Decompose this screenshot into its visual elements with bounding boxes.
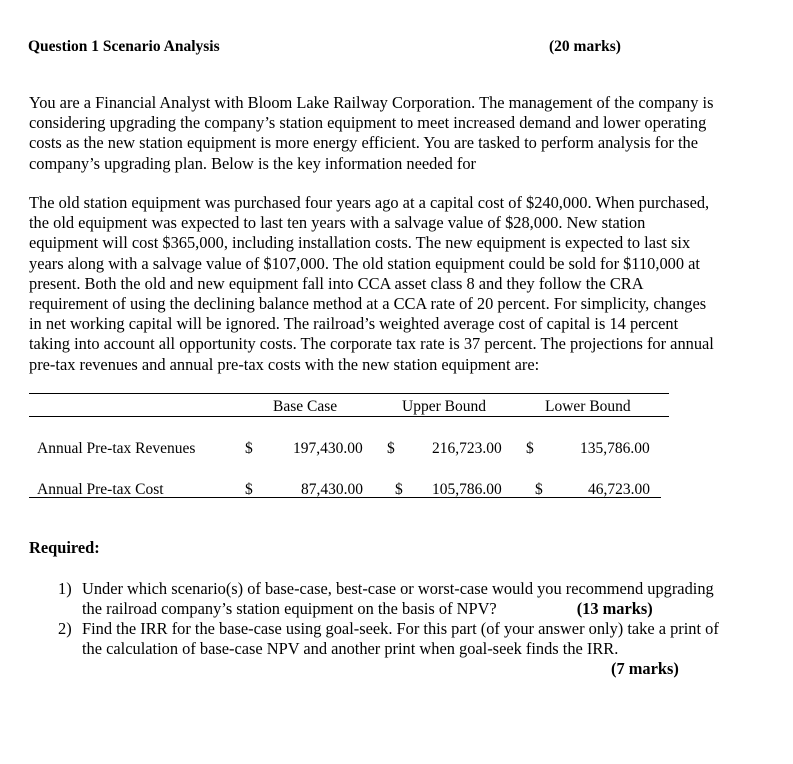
item-marks: (13 marks) [576, 599, 653, 619]
item-line: Find the IRR for the base-case using goal-seek. For this part (of your answer only) take a print of [82, 619, 719, 638]
currency-symbol: $ [526, 440, 534, 457]
item-text [82, 579, 714, 619]
currency-symbol: $ [245, 481, 253, 498]
item-line: the calculation of base-case NPV and another print when goal-seek finds the IRR. [82, 639, 619, 659]
item-text [82, 619, 719, 659]
details-line: equipment will cost $365,000, including installation costs. The new equipment is expected to last six [29, 233, 691, 253]
total-marks: (20 marks) [549, 38, 621, 55]
currency-symbol: $ [387, 440, 395, 457]
currency-symbol: $ [395, 481, 403, 498]
scenario-table [29, 393, 669, 498]
intro-line: costs as the new station equipment is more energy efficient. You are tasked to perform analysis for the [29, 133, 698, 153]
details-line: present. Both the old and new equipment fall into CCA asset class 8 and they follow the CRA [29, 273, 644, 293]
details-line: the old equipment was expected to last ten years with a salvage value of $28,000. New station [29, 213, 646, 233]
revenues-lower: 135,786.00 [580, 440, 650, 457]
revenues-base: 197,430.00 [293, 440, 363, 457]
row-label-revenues: Annual Pre-tax Revenues [37, 440, 196, 457]
table-top-rule [29, 393, 669, 394]
revenues-upper: 216,723.00 [432, 440, 502, 457]
cost-base: 87,430.00 [301, 481, 363, 498]
row-label-cost: Annual Pre-tax Cost [37, 481, 164, 498]
cost-lower: 46,723.00 [588, 481, 650, 498]
item-line: the railroad company’s station equipment on the basis of NPV? [82, 599, 497, 619]
details-line: requirement of using the declining balance method at a CCA rate of 20 percent. For simplicity, changes [29, 294, 707, 314]
item-number: 1) [58, 579, 72, 598]
intro-line: You are a Financial Analyst with Bloom Lake Railway Corporation. The management of the company is [29, 93, 714, 112]
question-title: Question 1 Scenario Analysis [28, 38, 220, 55]
details-line: in net working capital will be ignored. The railroad’s weighted average cost of capital is 14 percent [29, 314, 679, 334]
item-line-with-marks [82, 599, 714, 619]
cost-upper: 105,786.00 [432, 481, 502, 498]
item-marks: (7 marks) [611, 659, 679, 678]
details-line: pre-tax revenues and annual pre-tax costs with the new station equipment are: [29, 354, 540, 374]
item-number: 2) [58, 619, 72, 638]
required-heading: Required: [29, 538, 100, 557]
currency-symbol: $ [245, 440, 253, 457]
table-header-rule [29, 416, 669, 417]
intro-paragraph [29, 93, 713, 174]
intro-line: company’s upgrading plan. Below is the key information needed for [29, 153, 476, 173]
header-base-case: Base Case [273, 398, 338, 415]
details-line: The old station equipment was purchased four years ago at a capital cost of $240,000. When purchased, [29, 193, 710, 212]
details-line: taking into account all opportunity costs. The corporate tax rate is 37 percent. The projections for annual [29, 334, 714, 354]
header-lower-bound: Lower Bound [545, 398, 631, 415]
details-paragraph [29, 193, 714, 375]
header-upper-bound: Upper Bound [402, 398, 486, 415]
currency-symbol: $ [535, 481, 543, 498]
intro-line: considering upgrading the company’s station equipment to meet increased demand and lower operating [29, 113, 707, 133]
details-line: years along with a salvage value of $107,000. The old station equipment could be sold for $110,000 at [29, 253, 700, 273]
item-line: Under which scenario(s) of base-case, best-case or worst-case would you recommend upgrading [82, 579, 714, 598]
